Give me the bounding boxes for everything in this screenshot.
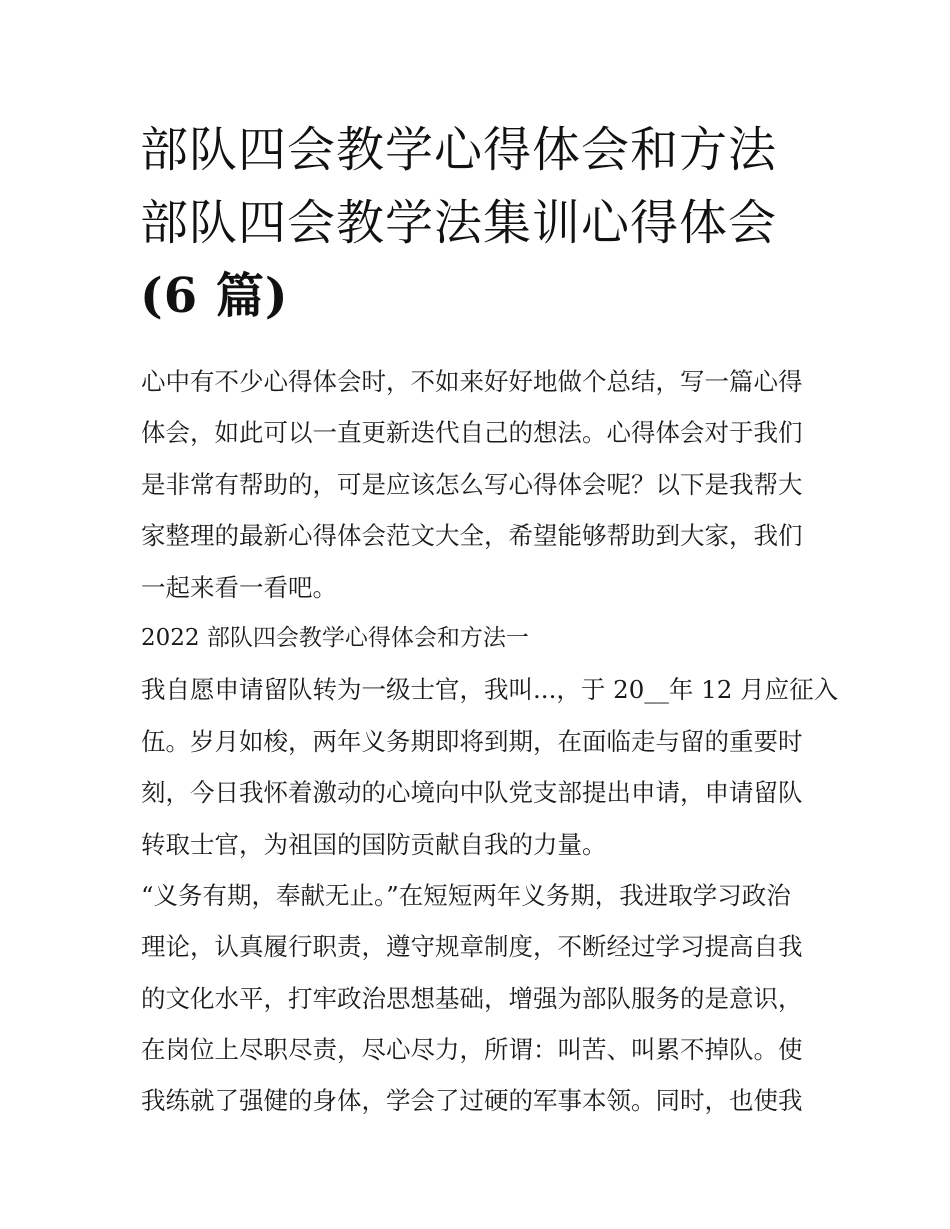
intro-line: 心中有不少心得体会时，不如来好好地做个总结，写一篇心得 <box>141 367 803 396</box>
paragraph-line: 伍。岁月如梭，两年义务期即将到期，在面临走与留的重要时 <box>141 726 803 756</box>
intro-line: 一起来看一看吧。 <box>141 572 337 602</box>
title-line-2: 部队四会教学法集训心得体会 <box>140 195 778 251</box>
paragraph-2 <box>141 870 821 1127</box>
section-heading: 2022 部队四会教学心得体会和方法一 <box>141 624 529 651</box>
section-heading-block <box>141 613 821 664</box>
document-title <box>140 114 830 333</box>
paragraph-line: “义务有期，奉献无止。”在短短两年义务期，我进取学习政治 <box>141 880 791 910</box>
intro-line: 体会，如此可以一直更新迭代自己的想法。心得体会对于我们 <box>141 418 803 448</box>
paragraph-line: 我练就了强健的身体，学会了过硬的军事本领。同时，也使我 <box>141 1086 803 1116</box>
intro-line: 家整理的最新心得体会范文大全，希望能够帮助到大家，我们 <box>141 521 803 551</box>
paragraph-line: 刻，今日我怀着激动的心境向中队党支部提出申请，申请留队 <box>141 778 803 808</box>
intro-paragraph <box>141 356 821 613</box>
title-line-3: (6 篇) <box>140 268 289 324</box>
paragraph-line: 我自愿申请留队转为一级士官，我叫...，于 20__年 12 月应征入 <box>141 675 839 705</box>
title-line-1: 部队四会教学心得体会和方法 <box>140 122 778 178</box>
paragraph-line: 的文化水平，打牢政治思想基础，增强为部队服务的是意识， <box>141 983 803 1013</box>
paragraph-line: 转取士官，为祖国的国防贡献自我的力量。 <box>141 829 607 859</box>
paragraph-line: 理论，认真履行职责，遵守规章制度，不断经过学习提高自我 <box>141 932 803 962</box>
paragraph-line: 在岗位上尽职尽责，尽心尽力，所谓：叫苦、叫累不掉队。使 <box>141 1035 803 1065</box>
paragraph-1 <box>141 664 839 870</box>
document-body <box>141 356 839 1127</box>
intro-line: 是非常有帮助的，可是应该怎么写心得体会呢？以下是我帮大 <box>141 469 803 499</box>
